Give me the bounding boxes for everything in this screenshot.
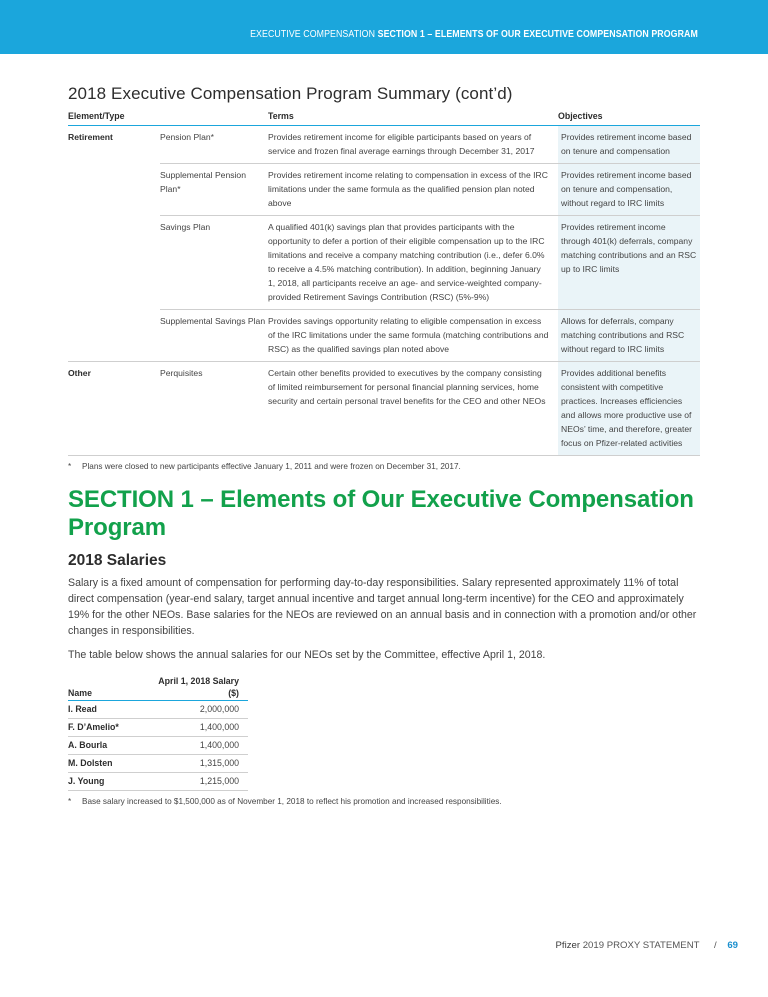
footnote-text: Plans were closed to new participants effective January 1, 2011 and were frozen on December 31, 2017. — [82, 462, 461, 471]
subtype-cell: Supplemental Pension Plan* — [160, 164, 268, 216]
executive-name: J. Young — [68, 773, 133, 791]
salary-amount: 1,215,000 — [133, 773, 248, 791]
page-content — [68, 84, 700, 806]
page-number: 69 — [727, 940, 738, 951]
salary-row — [68, 773, 248, 791]
compensation-summary-table — [68, 109, 700, 456]
subtype-cell: Perquisites — [160, 362, 268, 456]
column-header-terms: Terms — [268, 109, 558, 126]
element-type-cell: Other — [68, 362, 160, 456]
terms-cell: Provides retirement income relating to compensation in excess of the IRC limitations under the same formula as the qualified pension plan noted above — [268, 164, 558, 216]
column-header-salary-line1: April 1, 2018 Salary — [158, 676, 239, 686]
subtype-cell: Supplemental Savings Plan — [160, 310, 268, 362]
salary-amount: 2,000,000 — [133, 701, 248, 719]
header-band — [0, 0, 768, 54]
header-section-title: SECTION 1 – ELEMENTS OF OUR EXECUTIVE COMPENSATION PROGRAM — [377, 29, 698, 40]
salary-paragraph: Salary is a fixed amount of compensation for performing day-to-day responsibilities. Salary represented approximately 11% of total direct compensation (year-end salary, target annual incentive and target annual long-term incentive) for the CEO and approximately 19% for the other NEOs. Base salaries for the NEOs are reviewed on an annual basis and in connection with a promotion and/or other changes in responsibilities. — [68, 577, 697, 637]
salary-row — [68, 719, 248, 737]
table-row — [68, 164, 700, 216]
salary-row — [68, 701, 248, 719]
column-header-objectives: Objectives — [558, 109, 700, 126]
summary-table-title: 2018 Executive Compensation Program Summary (cont’d) — [68, 84, 513, 103]
salary-table-intro: The table below shows the annual salaries for our NEOs set by the Committee, effective April 1, 2018. — [68, 649, 546, 661]
terms-cell: Certain other benefits provided to executives by the company consisting of limited reimbursement for personal financial planning services, home security and certain personal travel benefits for the CEO and other NEOs — [268, 362, 558, 456]
salary-row — [68, 737, 248, 755]
table-row — [68, 362, 700, 456]
element-type-cell — [68, 310, 160, 362]
objectives-cell: Provides additional benefits consistent with competitive practices. Increases efficiencies and allows more productive use of NEOs’ time, and therefore, greater focus on Pfizer-related activities — [558, 362, 700, 456]
column-header-salary-line2: ($) — [228, 688, 239, 698]
salary-amount: 1,400,000 — [133, 737, 248, 755]
objectives-cell: Provides retirement income based on tenure and compensation, without regard to IRC limits — [558, 164, 700, 216]
subtype-cell: Pension Plan* — [160, 126, 268, 164]
footer-document: 2019 PROXY STATEMENT — [582, 940, 700, 951]
section-title: SECTION 1 – Elements of Our Executive Compensation Program — [68, 486, 694, 541]
salary-table — [68, 675, 248, 791]
element-type-cell — [68, 216, 160, 310]
footnote-text: Base salary increased to $1,500,000 as of November 1, 2018 to reflect his promotion and increased responsibilities. — [82, 797, 502, 806]
footer-brand: Pfizer — [555, 940, 581, 951]
table-row — [68, 216, 700, 310]
column-header-element-type: Element/Type — [68, 109, 160, 126]
terms-cell: A qualified 401(k) savings plan that provides participants with the opportunity to defer a portion of their eligible compensation up to the IRC limitations and receive a company matching contribution (i.e., defer 6.0% to receive a 4.5% matching contribution). In addition, beginning January 1, 2018, all participants receive an age- and service-weighted company-provided Retirement Savings Contribution (RSC) (5%-9%) — [268, 216, 558, 310]
objectives-cell: Provides retirement income based on tenure and compensation — [558, 126, 700, 164]
salary-table-footnote — [68, 797, 700, 806]
terms-cell: Provides retirement income for eligible participants based on years of service and frozen final average earnings through December 31, 2017 — [268, 126, 558, 164]
executive-name: F. D’Amelio* — [68, 719, 133, 737]
terms-cell: Provides savings opportunity relating to eligible compensation in excess of the IRC limitations under the same formula (matching contributions and RSC) as the qualified savings plan noted above — [268, 310, 558, 362]
element-type-cell: Retirement — [68, 132, 113, 142]
element-type-cell — [68, 164, 160, 216]
executive-name: M. Dolsten — [68, 755, 133, 773]
subtype-cell: Savings Plan — [160, 216, 268, 310]
footnote-marker: * — [68, 462, 72, 471]
salary-amount: 1,400,000 — [133, 719, 248, 737]
page-footer — [556, 940, 738, 951]
footer-separator: / — [713, 940, 717, 951]
table-header-row — [68, 109, 700, 126]
salary-table-header-row — [68, 675, 248, 701]
objectives-cell: Provides retirement income through 401(k) deferrals, company matching contributions and an RSC up to IRC limits — [558, 216, 700, 310]
column-header-salary — [133, 675, 248, 701]
running-header — [250, 29, 698, 40]
executive-name: A. Bourla — [68, 737, 133, 755]
subsection-title: 2018 Salaries — [68, 552, 167, 569]
salary-row — [68, 755, 248, 773]
executive-name: I. Read — [68, 701, 133, 719]
table-row — [68, 310, 700, 362]
column-header-name: Name — [68, 675, 133, 701]
table-row — [68, 126, 700, 164]
header-section-label: EXECUTIVE COMPENSATION — [250, 29, 376, 40]
footnote-marker: * — [68, 797, 72, 806]
salary-amount: 1,315,000 — [133, 755, 248, 773]
column-header-subtype — [160, 109, 268, 126]
summary-table-footnote — [68, 462, 700, 471]
objectives-cell: Allows for deferrals, company matching contributions and RSC without regard to IRC limits — [558, 310, 700, 362]
